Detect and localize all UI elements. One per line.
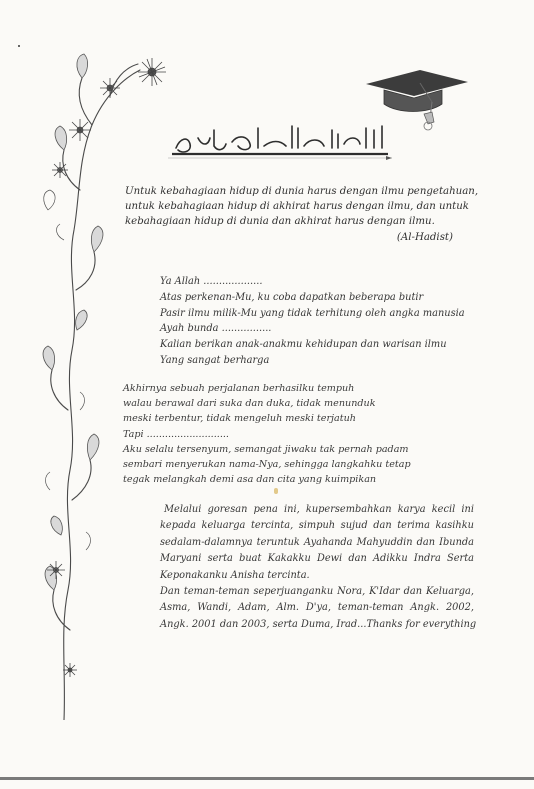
poem-line: Pasir ilmu milik-Mu yang tidak terhitung oleh angka manusia	[160, 307, 465, 319]
dedication-line: Keponakanku Anisha tercinta.	[160, 569, 310, 581]
dedication-line: kepada keluarga tercinta, simpuh sujud dan terima kasihku	[160, 520, 474, 532]
ornament-dot	[274, 488, 278, 494]
bismillah-calligraphy	[168, 116, 394, 170]
hadith-quote	[125, 184, 479, 245]
poem-stanza-1	[160, 274, 465, 369]
floral-vine-illustration	[20, 30, 170, 720]
dedication-line: Angk. 2001 dan 2003, serta Duma, Irad...Thanks for everything	[160, 618, 477, 630]
poem-line: Yang sangat berharga	[160, 354, 270, 366]
poem-line: Tapi ...........................	[123, 428, 229, 440]
dedication-line: sedalam-dalamnya teruntuk Ayahanda Mahyuddin dan Ibunda	[160, 536, 474, 548]
poem-line: walau berawal dari suka dan duka, tidak menunduk	[123, 398, 376, 410]
dedication-line: Dan teman-teman seperjuanganku Nora, K'Idar dan Keluarga,	[160, 586, 474, 598]
poem-line: Akhirnya sebuah perjalanan berhasilku tempuh	[123, 383, 355, 394]
poem-line: Ya Allah ...................	[160, 276, 263, 287]
dedication-line: Melalui goresan pena ini, kupersembahkan karya kecil ini	[164, 504, 474, 515]
bottom-scan-edge	[0, 777, 534, 780]
dedication-paragraph	[160, 502, 477, 633]
poem-line: Atas perkenan-Mu, ku coba dapatkan beberapa butir	[160, 291, 424, 303]
poem-line: meski terbentur, tidak mengeluh meski terjatuh	[123, 413, 356, 425]
poem-line: Ayah bunda ................	[160, 323, 272, 335]
poem-line: sembari menyerukan nama-Nya, sehingga langkahku tetap	[123, 459, 411, 471]
dedication-line: Maryani serta buat Kakakku Dewi dan Adikku Indra Serta	[160, 553, 474, 565]
poem-line: Aku selalu tersenyum, semangat jiwaku tak pernah padam	[123, 443, 409, 455]
poem-line: Kalian berikan anak-anakmu kehidupan dan warisan ilmu	[160, 339, 447, 351]
speck	[18, 45, 20, 47]
poem-line: tegak melangkah demi asa dan cita yang kuimpikan	[123, 474, 377, 486]
dedication-line: Asma, Wandi, Adam, Alm. D'ya, teman-teman Angk. 2002,	[160, 602, 474, 614]
quote-line: untuk kebahagiaan hidup di akhirat harus dengan ilmu, dan untuk	[125, 201, 469, 213]
quote-source: (Al-Hadist)	[396, 231, 453, 243]
quote-line: Untuk kebahagiaan hidup di dunia harus dengan ilmu pengetahuan,	[125, 186, 479, 197]
poem-stanza-2	[123, 381, 411, 487]
quote-line: kebahagiaan hidup di dunia dan akhirat harus dengan ilmu.	[125, 216, 435, 228]
